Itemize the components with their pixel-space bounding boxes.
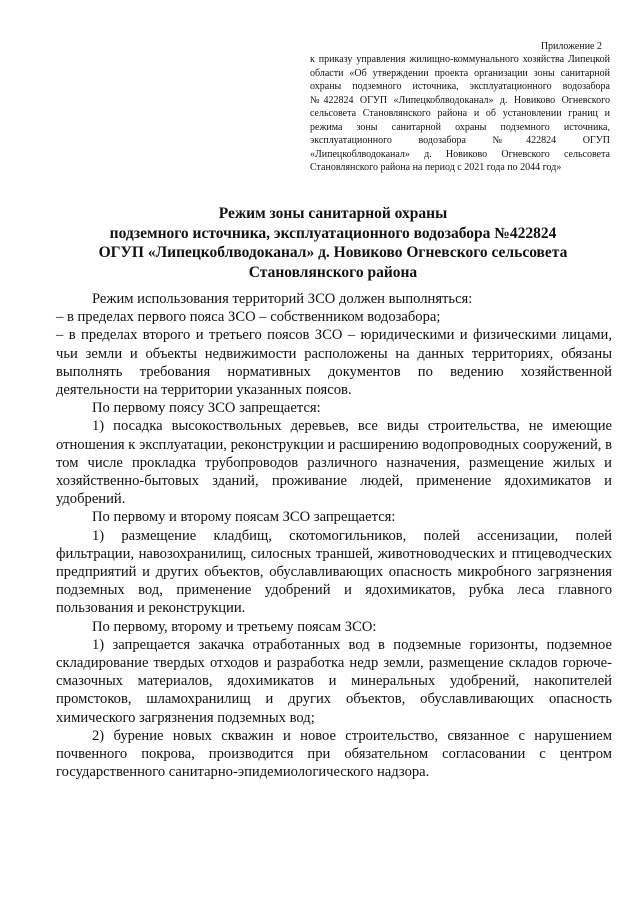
title-line-4: Становлянского района: [248, 263, 418, 281]
title-line-2: подземного источника, эксплуатационного водозабора №422824: [109, 224, 557, 242]
heading-first-belt-prohibited: По первому поясу ЗСО запрещается:: [92, 400, 321, 417]
title-line-1: Режим зоны санитарной охраны: [218, 205, 448, 222]
document-title: [60, 204, 606, 282]
title-line-3: ОГУП «Липецкоблводоканал» д. Новиково Огневского сельсовета: [98, 244, 568, 261]
paragraph-first-second-belts-item-1: 1) размещение кладбищ, скотомогильников, полей ассенизации, полей фильтрации, навозохранилищ, силосных траншей, животноводческих и птицеводческих предприятий и других объектов, обуславливающих опасность микробного загрязнения подземных вод, применение удобрений и ядохимикатов, рубка леса главного пользования и реконструкции.: [56, 527, 612, 617]
paragraph-first-belt-item-1: 1) посадка высокоствольных деревьев, все виды строительства, не имеющие отношения к эксплуатации, реконструкции и расширению водопроводных сооружений, в том числе прокладка трубопроводов различного назначения, размещение жилых и хозяйственно-бытовых зданий, проживание людей, применение ядохимикатов и удобрений.: [56, 418, 612, 508]
paragraph-second-third-belts: – в пределах второго и третьего поясов ЗСО – юридическими и физическими лицами, чьи земли и объекты недвижимости расположены на данных территориях, обязаны выполнять требования нормативных документов по ведению хозяйственной деятельности на территории указанных поясов.: [56, 327, 612, 399]
paragraph-all-belts-item-1: 1) запрещается закачка отработанных вод в подземные горизонты, подземное складирование твердых отходов и разработка недр земли, размещение складов горюче-смазочных материалов, ядохимикатов и минеральных удобрений, накопителей промстоков, шламохранилищ и других объектов, обуславливающих опасность химического загрязнения подземных вод;: [56, 636, 612, 726]
approval-reference: к приказу управления жилищно-коммунального хозяйства Липецкой области «Об утверждении проекта организации зоны санитарной охраны подземного источника, эксплуатационного водозабора №422824 ОГУП «Липецкоблводоканал» д. Новиково Огневского сельсовета Становлянского района и об установлении границ и режима зоны санитарной охраны подземного источника, эксплуатационного водозабора №422824 ОГУП «Липецкоблводоканал» д. Новиково Огневского сельсовета Становлянского района на период с 2021 года по 2044 год»: [310, 54, 610, 173]
paragraph-all-belts-item-2: 2) бурение новых скважин и новое строительство, связанное с нарушением почвенного покрова, производится при обязательном согласовании с центром государственного санитарно-эпидемиологического надзора.: [56, 727, 612, 781]
paragraph-first-belt-owner: – в пределах первого пояса ЗСО – собственником водозабора;: [56, 309, 441, 326]
heading-all-belts: По первому, второму и третьему поясам ЗСО:: [92, 618, 377, 635]
paragraph-intro: Режим использования территорий ЗСО должен выполняться:: [92, 291, 473, 307]
document-body: [56, 290, 612, 781]
appendix-label: Приложение 2: [540, 41, 602, 52]
heading-first-second-belts-prohibited: По первому и второму поясам ЗСО запрещается:: [92, 509, 396, 526]
